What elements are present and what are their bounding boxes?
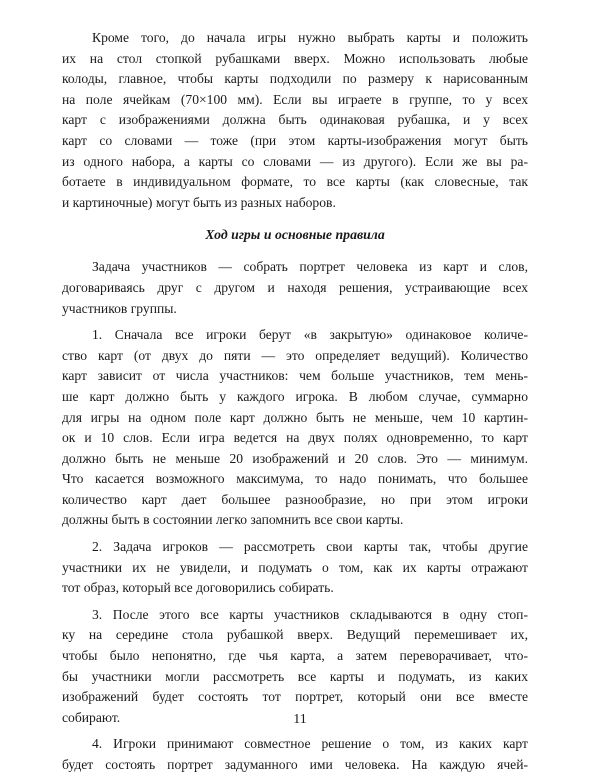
text-line: Что касается возможного максимума, то надо понимать, что большее (62, 471, 528, 487)
text-line: будет состоять портрет задуманного ими человека. На каждую ячей- (62, 757, 528, 772)
paragraph-rule-1 (62, 325, 528, 531)
text-line: 3. После этого все карты участников складываются в одну стоп- (92, 606, 528, 622)
text-line: количество карт дает большее разнообразие, но при этом игроки (62, 491, 528, 507)
text-line: изображений будет состоять тот портрет, который они все вместе (62, 689, 528, 705)
text-line: ство карт (от двух до пяти — это определяет ведущий). Количество (62, 347, 528, 363)
text-line: на поле ячейкам (70×100 мм). Если вы играете в группе, то у всех (62, 91, 528, 107)
text-line: их на стол стопкой рубашками вверх. Можно использовать любые (62, 50, 528, 66)
text-line: колоды, главное, чтобы карты подходили по размеру к нарисованным (62, 71, 528, 87)
paragraph-intro (62, 28, 528, 213)
text-line: и картиночные) могут быть из разных наборов. (62, 194, 336, 210)
text-line: должно быть не меньше 20 изображений и 20 слов. Это — минимум. (62, 450, 528, 466)
paragraph-rule-4 (62, 734, 528, 775)
text-line: ок и 10 слов. Если игра ведется на двух полях одновременно, то карт (62, 430, 528, 446)
text-line: карт со словами — тоже (при этом карты-изображения могут быть (62, 132, 528, 148)
paragraph-rule-3 (62, 605, 528, 729)
text-line: тот образ, который все договорились собирать. (62, 580, 334, 596)
text-line: должны быть в состоянии легко запомнить все свои карты. (62, 512, 404, 528)
text-line: бы участники могли рассмотреть все карты и подумать, из каких (62, 668, 528, 684)
text-line: карт зависит от числа участников: чем больше участников, тем мень- (62, 368, 528, 384)
text-line: ше карт должно быть у каждого игрока. В любом случае, суммарно (62, 388, 528, 404)
text-line: из одного набора, а карты со словами — из другого). Если же вы ра- (62, 153, 528, 169)
text-line: ботаете в индивидуальном формате, то все карты (как словесные, так (62, 174, 528, 190)
text-line: 4. Игроки принимают совместное решение о том, из каких карт (92, 736, 528, 752)
text-line: чтобы было непонятно, где чья карта, а затем переворачивает, что- (62, 648, 528, 664)
text-line: собирают. (62, 709, 121, 725)
text-line: участников группы. (62, 300, 177, 316)
text-line: 2. Задача игроков — рассмотреть свои карты так, чтобы другие (92, 539, 528, 555)
text-line: участники их не увидели, и подумать о том, как их карты отражают (62, 559, 528, 575)
text-line: Кроме того, до начала игры нужно выбрать карты и положить (92, 30, 528, 45)
text-line: ку на середине стола рубашкой вверх. Ведущий перемешивает их, (62, 627, 528, 643)
text-line: карт с изображениями должна быть одинаковая рубашка, и у всех (62, 112, 528, 128)
page-content (62, 28, 528, 782)
text-line: 1. Сначала все игроки берут «в закрытую» одинаковое количе- (92, 327, 528, 343)
text-line: для игры на одном поле карт должно быть не меньше, чем 10 картин- (62, 409, 528, 425)
paragraph-rule-2 (62, 537, 528, 599)
text-line: договариваясь друг с другом и находя решения, устраивающие всех (62, 279, 528, 295)
paragraph-goal (62, 257, 528, 319)
text-line: Задача участников — собрать портрет человека из карт и слов, (92, 259, 528, 275)
section-heading: Ход игры и основные правила (205, 227, 385, 243)
page-number: 11 (293, 712, 307, 727)
